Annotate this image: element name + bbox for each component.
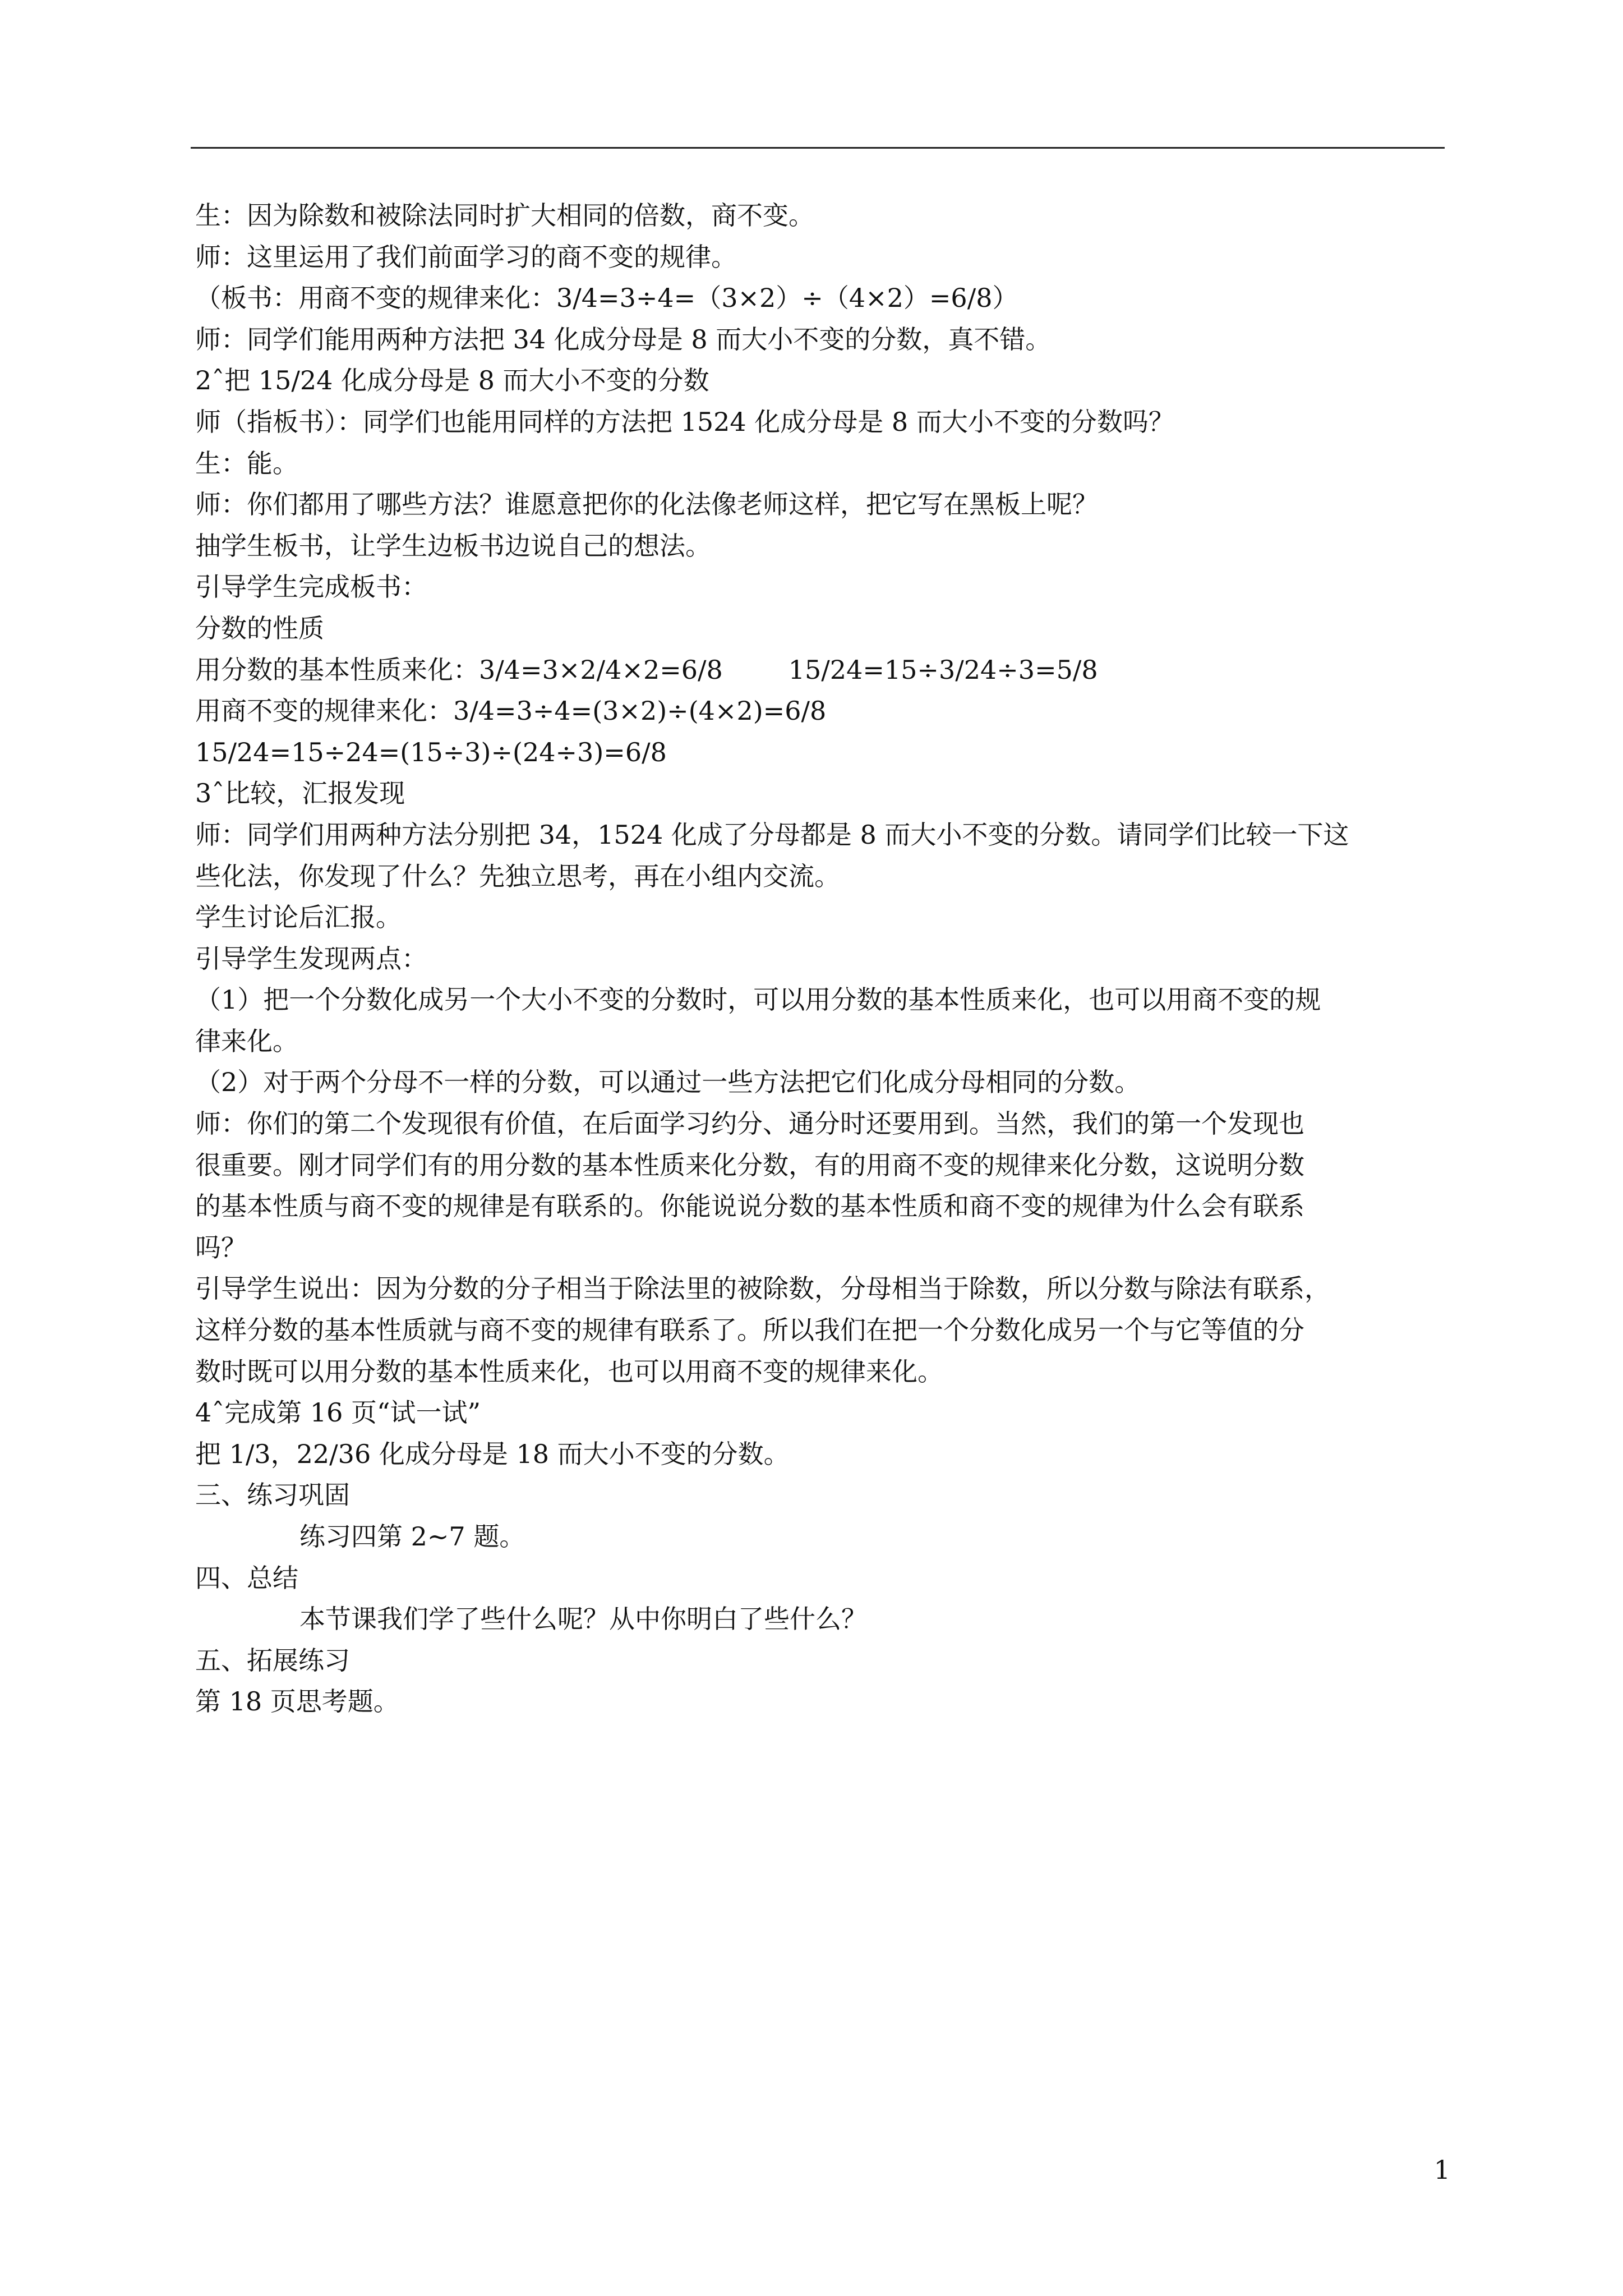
text-line: 这样分数的基本性质就与商不变的规律有联系了。所以我们在把一个分数化成另一个与它等值的分	[195, 1315, 1304, 1346]
text-line: 把 1/3，22/36 化成分母是 18 而大小不变的分数。	[195, 1438, 790, 1469]
text-line: 数时既可以用分数的基本性质来化，也可以用商不变的规律来化。	[195, 1356, 943, 1387]
text-line: 师（指板书）：同学们也能用同样的方法把 1524 化成分母是 8 而大小不变的分数吗？	[195, 406, 1174, 437]
formula-line: 15/24=15÷24=(15÷3)÷(24÷3)=6/8	[195, 737, 667, 767]
text-line: 些化法，你发现了什么？先独立思考，再在小组内交流。	[195, 861, 840, 891]
section-heading: 四、总结	[195, 1562, 298, 1593]
text-line: 师：你们都用了哪些方法？谁愿意把你的化法像老师这样，把它写在黑板上呢？	[195, 489, 1098, 520]
text-line: 第 18 页思考题。	[195, 1686, 399, 1717]
text-line: 师：你们的第二个发现很有价值，在后面学习约分、通分时还要用到。当然，我们的第一个发现也	[195, 1108, 1304, 1139]
header-rule	[191, 147, 1445, 149]
page-number: 1	[1433, 2155, 1450, 2185]
text-line: 生：因为除数和被除法同时扩大相同的倍数，商不变。	[195, 200, 814, 231]
text-line: 吗？	[195, 1232, 247, 1263]
text-line: （2）对于两个分母不一样的分数，可以通过一些方法把它们化成分母相同的分数。	[195, 1067, 1141, 1098]
text-line: 抽学生板书，让学生边板书边说自己的想法。	[195, 530, 711, 561]
text-line: 师：同学们能用两种方法把 34 化成分母是 8 而大小不变的分数，真不错。	[195, 324, 1052, 355]
text-line: 引导学生完成板书：	[195, 572, 427, 602]
text-line: 师：这里运用了我们前面学习的商不变的规律。	[195, 241, 737, 272]
formula-line: 用分数的基本性质来化：3/4=3×2/4×2=6/8 15/24=15÷3/24÷3=5/8	[195, 654, 1098, 685]
section-heading: 五、拓展练习	[195, 1645, 350, 1676]
section-heading: 2ˆ把 15/24 化成分母是 8 而大小不变的分数	[195, 365, 709, 396]
text-line: 学生讨论后汇报。	[195, 902, 402, 933]
document-body	[195, 195, 1446, 1723]
text-line: 本节课我们学了些什么呢？从中你明白了些什么？	[299, 1604, 867, 1635]
text-line: 引导学生说出：因为分数的分子相当于除法里的被除数，分母相当于除数，所以分数与除法有联系，	[195, 1273, 1330, 1304]
text-line: （1）把一个分数化成另一个大小不变的分数时，可以用分数的基本性质来化，也可以用商不变的规	[195, 984, 1321, 1015]
text-line: 引导学生发现两点：	[195, 943, 427, 974]
text-line: （板书：用商不变的规律来化：3/4=3÷4=（3×2）÷（4×2）=6/8）	[195, 283, 1018, 314]
section-heading: 4ˆ完成第 16 页“试一试”	[195, 1397, 481, 1428]
text-line: 师：同学们用两种方法分别把 34，1524 化成了分母都是 8 而大小不变的分数。请同学们比较一下这	[195, 819, 1349, 850]
section-heading: 三、练习巩固	[195, 1480, 350, 1511]
text-line: 律来化。	[195, 1025, 298, 1056]
formula-line: 用商不变的规律来化：3/4=3÷4=(3×2)÷(4×2)=6/8	[195, 696, 827, 726]
section-heading: 3ˆ比较，汇报发现	[195, 778, 405, 809]
text-line: 生：能。	[195, 448, 298, 478]
text-line: 的基本性质与商不变的规律是有联系的。你能说说分数的基本性质和商不变的规律为什么会有联系	[195, 1191, 1304, 1222]
text-line: 很重要。刚才同学们有的用分数的基本性质来化分数，有的用商不变的规律来化分数，这说明分数	[195, 1149, 1304, 1180]
board-heading: 分数的性质	[195, 613, 324, 643]
text-line: 练习四第 2~7 题。	[299, 1521, 525, 1552]
